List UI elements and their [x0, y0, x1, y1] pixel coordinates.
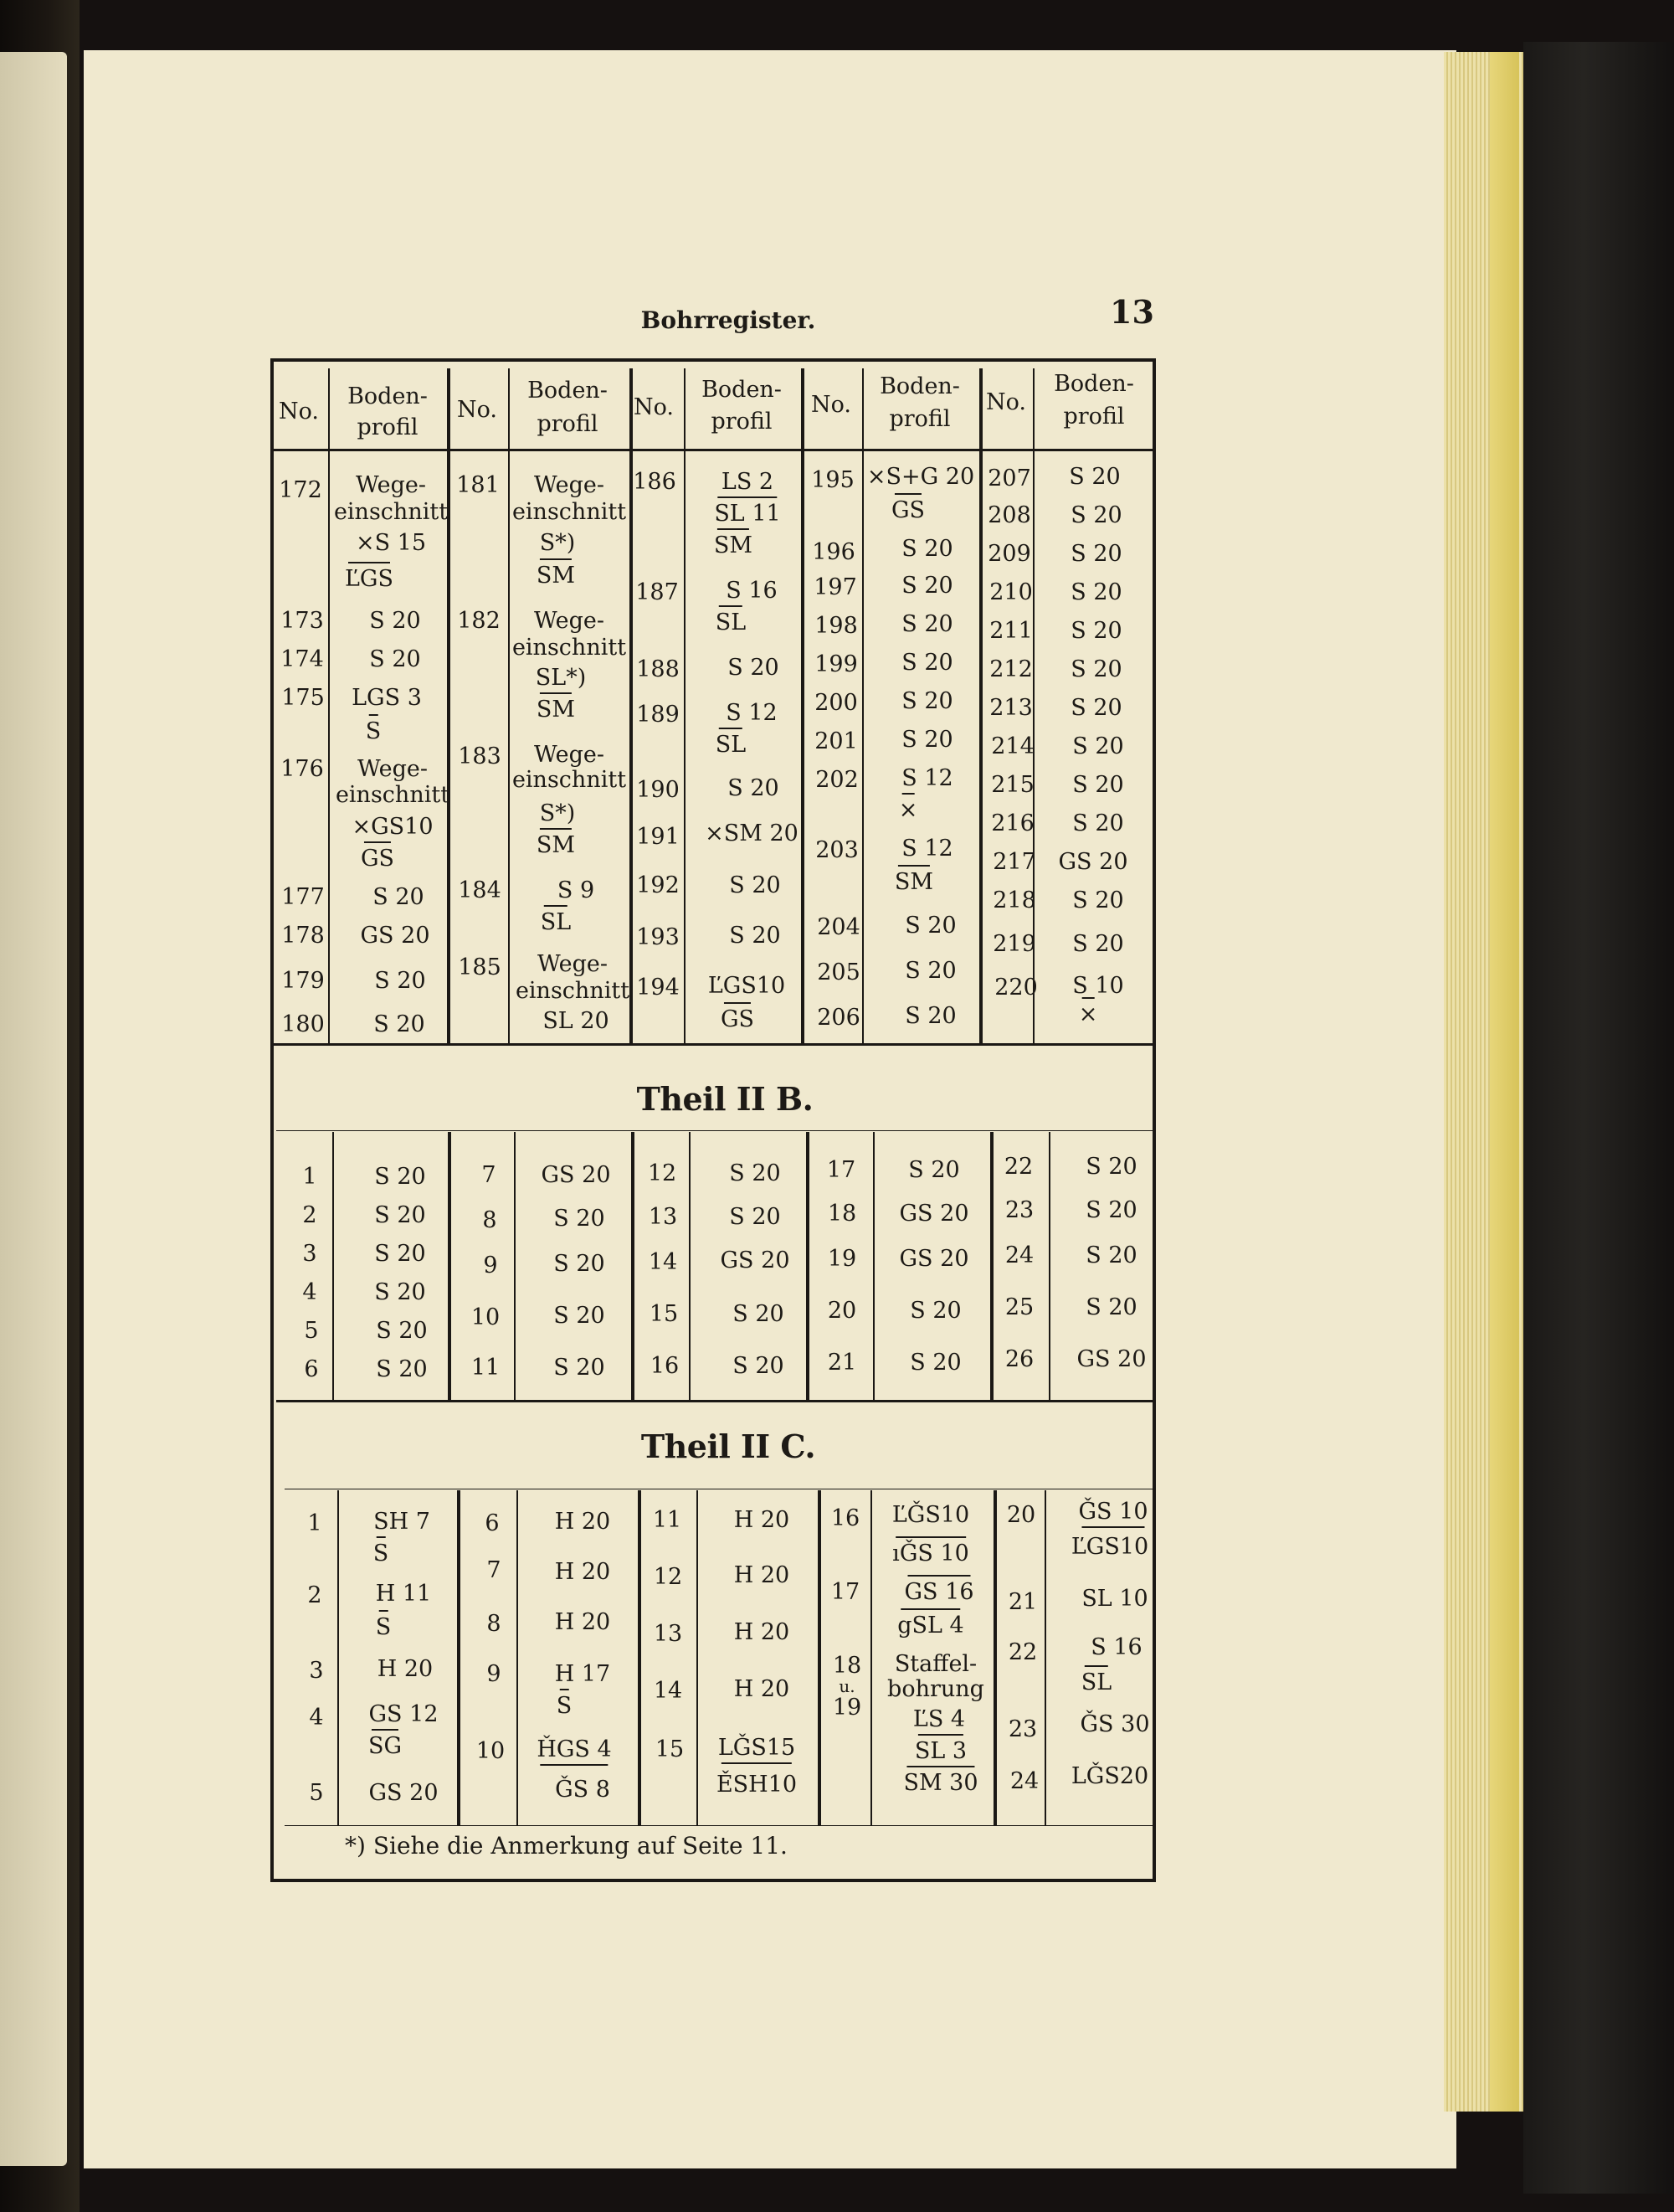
column-rule: [638, 1490, 641, 1825]
entry-profile: GS 20: [541, 1162, 611, 1188]
entry-no: 176: [280, 756, 324, 782]
entry-profile: S 20: [732, 1353, 784, 1379]
entry-profile: S 20: [1072, 810, 1124, 836]
entry-profile: ĽGS: [345, 566, 393, 592]
entry-no: 172: [279, 477, 322, 503]
entry-no: 205: [817, 959, 860, 985]
column-rule: [328, 368, 330, 1043]
entry-profile: ǦS 8: [555, 1777, 610, 1803]
entry-no: 207: [988, 466, 1031, 491]
entry-profile: SL: [715, 610, 747, 635]
entry-profile: S 20: [553, 1303, 605, 1329]
entry-no: 193: [636, 924, 680, 950]
entry-no: 178: [281, 923, 325, 949]
entry-profile: GS: [891, 497, 926, 523]
entry-no: 183: [458, 743, 501, 769]
entry-profile: Wege-: [537, 951, 608, 977]
entry-profile: SM: [536, 697, 576, 723]
entry-profile: S 20: [374, 1202, 426, 1228]
book-cover-right: [1523, 42, 1674, 2194]
entry-no: 216: [991, 810, 1035, 836]
entry-no: 209: [988, 541, 1031, 567]
entry-profile: S 20: [901, 611, 953, 637]
entry-profile: SL*): [535, 665, 587, 691]
column-rule: [1049, 1132, 1050, 1400]
header-rule: [270, 449, 1156, 451]
column-rule: [447, 368, 450, 1043]
entry-no: 15: [649, 1301, 679, 1327]
column-rule: [994, 1490, 997, 1825]
entry-profile: ×SM 20: [705, 820, 798, 846]
entry-no: 24: [1009, 1768, 1040, 1794]
column-header-bodenprofil: profil: [889, 406, 951, 432]
entry-profile: S 20: [373, 1011, 425, 1037]
entry-no: 206: [817, 1005, 860, 1031]
entry-profile: S 20: [376, 1356, 428, 1382]
entry-no: 9: [486, 1661, 501, 1687]
entry-no: 187: [635, 579, 679, 605]
entry-no: 4: [309, 1705, 324, 1731]
entry-profile: Wege-: [356, 472, 426, 498]
entry-profile: GS: [720, 1006, 755, 1032]
entry-profile: S 20: [729, 923, 781, 949]
column-rule: [516, 1490, 518, 1825]
entry-no: 177: [281, 884, 325, 910]
column-rule: [862, 368, 864, 1043]
entry-no: 22: [1004, 1154, 1034, 1180]
entry-profile: ×: [898, 797, 918, 823]
entry-no: 18: [832, 1653, 862, 1679]
entry-profile: LS 2: [721, 469, 774, 495]
entry-profile: S 20: [1071, 502, 1122, 528]
entry-profile: S 16: [1091, 1634, 1143, 1660]
entry-profile: GS 20: [1058, 849, 1128, 875]
column-rule: [696, 1490, 698, 1825]
entry-no: 11: [652, 1507, 682, 1533]
column-rule: [979, 368, 983, 1043]
entry-profile: S 20: [1071, 579, 1122, 605]
entry-profile: einschnitt: [511, 635, 627, 661]
column-rule: [1045, 1490, 1046, 1825]
entry-profile: S 10: [1072, 973, 1124, 999]
entry-no: 180: [281, 1011, 325, 1037]
column-header-bodenprofil: profil: [711, 409, 773, 435]
entry-no: 25: [1004, 1294, 1035, 1320]
entry-no: 12: [653, 1564, 683, 1590]
entry-no: 202: [815, 767, 859, 793]
entry-profile: S 20: [1086, 1197, 1137, 1223]
running-title: Bohrregister.: [640, 306, 816, 334]
entry-no: 214: [991, 733, 1035, 759]
section-rule: [276, 1130, 1153, 1131]
entry-no: 201: [814, 728, 858, 754]
entry-profile: S 20: [1086, 1294, 1137, 1320]
entry-no: 11: [470, 1355, 501, 1381]
entry-profile: LǦS20: [1071, 1763, 1149, 1789]
section-title-theil-ii-c: Theil II C.: [640, 1428, 816, 1465]
entry-profile: S 20: [905, 958, 957, 984]
entry-no: 8: [486, 1611, 501, 1637]
column-rule: [332, 1132, 334, 1400]
entry-no: u.: [839, 1676, 855, 1696]
entry-profile: S 20: [901, 727, 953, 753]
entry-no: 20: [827, 1298, 857, 1324]
entry-no: 4: [302, 1279, 317, 1305]
entry-no: 13: [648, 1204, 678, 1230]
entry-no: 219: [993, 931, 1036, 957]
entry-no: 200: [814, 690, 858, 716]
entry-no: 14: [653, 1678, 683, 1704]
entry-profile: SM: [894, 869, 934, 895]
entry-no: 218: [993, 887, 1036, 913]
entry-profile: S 20: [1086, 1154, 1137, 1180]
column-header-bodenprofil: profil: [357, 414, 418, 440]
entry-no: 10: [475, 1738, 506, 1764]
entry-profile: S*): [539, 800, 576, 826]
entry-no: 9: [483, 1253, 498, 1278]
entry-profile: S 20: [1072, 733, 1124, 759]
entry-profile: SM: [713, 532, 753, 558]
entry-profile: S 20: [1071, 541, 1122, 567]
entry-profile: S 20: [727, 655, 779, 681]
entry-profile: S 20: [553, 1251, 605, 1277]
entry-no: 22: [1008, 1639, 1038, 1665]
entry-profile: S*): [539, 530, 576, 556]
column-rule: [870, 1490, 872, 1825]
footnote-rule: [285, 1825, 1153, 1826]
entry-profile: Wege-: [534, 742, 604, 768]
entry-profile: S: [365, 718, 382, 744]
entry-profile: H 20: [733, 1619, 790, 1645]
entry-profile: SL: [1081, 1669, 1112, 1695]
entry-no: 12: [647, 1160, 677, 1186]
entry-profile: H 20: [554, 1559, 611, 1585]
entry-profile: ȞGS 4: [537, 1736, 612, 1762]
entry-profile: GS 12: [368, 1701, 439, 1727]
entry-profile: S 12: [726, 700, 778, 726]
entry-profile: ĚSH10: [716, 1772, 798, 1798]
entry-profile: ĽGS10: [1071, 1534, 1149, 1560]
entry-profile: S 20: [1072, 772, 1124, 798]
entry-profile: S 20: [901, 650, 953, 676]
entry-profile: S: [372, 1541, 389, 1566]
entry-no: 186: [633, 469, 676, 495]
entry-profile: SL: [715, 732, 747, 758]
entry-no: 175: [281, 685, 325, 711]
section-rule: [276, 1400, 1153, 1402]
entry-no: 6: [304, 1356, 319, 1382]
entry-profile: LGS 3: [352, 685, 422, 711]
entry-no: 191: [636, 824, 680, 850]
entry-profile: gSL 4: [897, 1613, 964, 1638]
entry-profile: GS 16: [904, 1579, 974, 1605]
entry-profile: S 20: [374, 1241, 426, 1267]
entry-no: 7: [481, 1162, 496, 1188]
column-rule: [631, 1132, 634, 1400]
column-header-bodenprofil: Boden-: [701, 377, 782, 403]
entry-no: 10: [470, 1304, 501, 1330]
entry-no: 197: [814, 574, 857, 600]
entry-profile: S 12: [901, 765, 953, 791]
entry-profile: H 20: [733, 1507, 790, 1533]
entry-profile: ǦS 30: [1080, 1711, 1150, 1737]
entry-profile: S 16: [726, 578, 778, 604]
entry-no: 5: [309, 1780, 324, 1806]
entry-profile: ×S+G 20: [866, 464, 975, 490]
entry-profile: SH 7: [373, 1509, 430, 1535]
column-rule: [818, 1490, 821, 1825]
entry-no: 210: [989, 579, 1033, 605]
entry-profile: einschnitt: [511, 499, 627, 525]
entry-no: 213: [989, 695, 1033, 721]
entry-profile: Wege-: [534, 608, 604, 634]
entry-no: 2: [307, 1582, 322, 1608]
entry-profile: S 20: [729, 1204, 781, 1230]
entry-no: 3: [302, 1241, 317, 1267]
entry-profile: ǦS 10: [1078, 1499, 1148, 1525]
entry-profile: S 20: [1072, 887, 1124, 913]
footnote: *) Siehe die Anmerkung auf Seite 11.: [345, 1832, 788, 1860]
entry-profile: SL 20: [542, 1008, 609, 1034]
entry-profile: S 20: [374, 1279, 426, 1305]
entry-profile: LǦS15: [717, 1735, 796, 1761]
entry-no: 24: [1004, 1242, 1035, 1268]
entry-no: 16: [830, 1505, 860, 1531]
column-rule: [689, 1132, 691, 1400]
entry-profile: S 20: [374, 1164, 426, 1190]
entry-profile: ×S 15: [355, 530, 427, 556]
entry-profile: H 20: [554, 1609, 611, 1635]
entry-profile: H 20: [733, 1562, 790, 1588]
column-rule: [514, 1132, 516, 1400]
entry-no: 208: [988, 502, 1031, 528]
entry-no: 203: [815, 837, 859, 863]
entry-profile: einschnitt: [511, 767, 627, 793]
entry-profile: SM: [536, 563, 576, 589]
entry-profile: S 20: [553, 1355, 605, 1381]
entry-no: 212: [989, 656, 1033, 682]
entry-no: 14: [648, 1249, 678, 1275]
entry-no: 211: [989, 618, 1033, 644]
entry-profile: S 20: [729, 872, 781, 898]
entry-profile: S: [556, 1693, 573, 1719]
entry-profile: S 20: [908, 1157, 960, 1183]
entry-profile: H 20: [554, 1509, 611, 1535]
entry-no: 3: [309, 1658, 324, 1684]
entry-no: 1: [307, 1510, 322, 1536]
column-header-no: No.: [811, 392, 851, 418]
entry-profile: S 9: [557, 877, 595, 903]
entry-no: 8: [482, 1207, 497, 1233]
entry-no: 189: [636, 702, 680, 728]
column-header-no: No.: [279, 399, 319, 424]
entry-no: 17: [830, 1579, 860, 1605]
column-rule: [448, 1132, 451, 1400]
entry-profile: S 20: [1069, 464, 1121, 490]
entry-no: 2: [302, 1202, 317, 1228]
entry-profile: ĽǦS10: [891, 1502, 970, 1528]
entry-profile: einschnitt: [333, 499, 449, 525]
column-rule: [990, 1132, 994, 1400]
entry-no: 188: [636, 656, 680, 682]
entry-profile: S 20: [1071, 695, 1122, 721]
entry-no: 184: [458, 877, 501, 903]
entry-profile: H 11: [375, 1581, 432, 1607]
column-header-bodenprofil: Boden-: [1054, 371, 1134, 397]
entry-profile: H 20: [377, 1656, 434, 1682]
entry-profile: ×GS10: [352, 814, 434, 840]
entry-no: 21: [827, 1350, 857, 1376]
entry-profile: S 20: [727, 775, 779, 801]
entry-profile: S 20: [1086, 1242, 1137, 1268]
column-header-no: No.: [457, 397, 497, 423]
column-rule: [337, 1490, 339, 1825]
entry-profile: SL 3: [914, 1738, 968, 1764]
entry-profile: SL 11: [714, 501, 781, 527]
column-header-bodenprofil: Boden-: [880, 373, 960, 399]
entry-no: 1: [302, 1164, 317, 1190]
entry-profile: GS 20: [899, 1246, 969, 1272]
entry-profile: S 20: [910, 1298, 962, 1324]
entry-profile: GS: [360, 846, 395, 872]
entry-no: 20: [1006, 1502, 1036, 1528]
entry-no: 19: [832, 1695, 862, 1721]
entry-no: 215: [991, 772, 1035, 798]
entry-profile: S: [375, 1614, 392, 1640]
entry-no: 173: [280, 608, 324, 634]
entry-profile: S 20: [369, 608, 421, 634]
entry-profile: GS 20: [360, 923, 430, 949]
column-header-no: No.: [634, 394, 674, 420]
entry-profile: GS 20: [899, 1201, 969, 1227]
entry-no: 181: [456, 472, 500, 498]
entry-no: 174: [280, 646, 324, 672]
column-header-bodenprofil: profil: [537, 411, 598, 437]
entry-profile: ĽGS10: [707, 973, 786, 999]
entry-profile: einschnitt: [335, 782, 450, 808]
entry-no: 220: [994, 975, 1038, 1001]
section-title-theil-ii-b: Theil II B.: [636, 1080, 814, 1118]
entry-profile: S 12: [901, 836, 953, 862]
entry-no: 217: [993, 849, 1036, 875]
entry-profile: S 20: [910, 1350, 962, 1376]
entry-profile: ×: [1078, 1001, 1098, 1027]
column-header-bodenprofil: profil: [1063, 404, 1125, 430]
entry-no: 19: [827, 1246, 857, 1272]
entry-profile: bohrung: [887, 1676, 984, 1702]
entry-no: 7: [486, 1557, 501, 1583]
entry-profile: H 20: [733, 1676, 790, 1702]
entry-profile: S 20: [369, 646, 421, 672]
entry-profile: Wege-: [534, 472, 604, 498]
entry-profile: S 20: [901, 573, 953, 599]
left-page-edge: [0, 52, 67, 2166]
entry-profile: GS 20: [1076, 1346, 1147, 1372]
entry-profile: S 20: [1071, 618, 1122, 644]
column-rule: [806, 1132, 809, 1400]
column-rule: [457, 1490, 460, 1825]
entry-profile: S 20: [905, 913, 957, 939]
page-number: 13: [1110, 293, 1154, 331]
entry-profile: SL 10: [1081, 1586, 1148, 1612]
entry-profile: S 20: [1071, 656, 1122, 682]
entry-no: 26: [1004, 1346, 1035, 1372]
entry-no: 195: [811, 467, 855, 493]
entry-no: 190: [636, 777, 680, 803]
entry-profile: ĽS 4: [912, 1706, 966, 1732]
column-header-bodenprofil: Boden-: [527, 378, 608, 404]
entry-profile: SM 30: [903, 1770, 978, 1796]
entry-profile: S 20: [732, 1301, 784, 1327]
entry-profile: S 20: [553, 1206, 605, 1232]
section-rule: [270, 1043, 1156, 1046]
entry-no: 23: [1004, 1197, 1035, 1223]
entry-no: 204: [817, 914, 860, 940]
entry-profile: Wege-: [357, 756, 428, 782]
entry-no: 13: [653, 1621, 683, 1647]
entry-profile: GS 20: [368, 1780, 439, 1806]
entry-profile: S 20: [372, 884, 424, 910]
entry-no: 23: [1008, 1716, 1038, 1742]
entry-profile: H 17: [554, 1661, 611, 1687]
entry-profile: S 20: [901, 536, 953, 562]
entry-profile: SG: [367, 1733, 403, 1759]
entry-profile: S 20: [376, 1318, 428, 1344]
entry-no: 5: [304, 1318, 319, 1344]
column-header-no: No.: [986, 389, 1026, 415]
entry-profile: S 20: [901, 688, 953, 714]
entry-profile: ıǦS 10: [892, 1541, 969, 1566]
entry-profile: S 20: [374, 968, 426, 994]
gilt-page-edge: [1490, 52, 1519, 2112]
entry-no: 198: [814, 613, 858, 639]
entry-profile: S 20: [729, 1160, 781, 1186]
entry-no: 196: [812, 539, 855, 565]
entry-profile: S 20: [905, 1003, 957, 1029]
entry-profile: SM: [536, 832, 576, 858]
entry-no: 18: [827, 1201, 857, 1227]
entry-no: 179: [281, 968, 325, 994]
column-header-bodenprofil: Boden-: [347, 383, 428, 409]
entry-profile: GS 20: [720, 1247, 790, 1273]
entry-profile: Staffel-: [894, 1651, 978, 1677]
column-rule: [508, 368, 510, 1043]
entry-no: 194: [636, 975, 680, 1001]
column-rule: [801, 368, 804, 1043]
entry-no: 6: [485, 1510, 500, 1536]
entry-no: 199: [814, 651, 858, 677]
column-rule: [873, 1132, 875, 1400]
entry-no: 15: [655, 1736, 685, 1762]
entry-no: 17: [826, 1157, 856, 1183]
entry-no: 185: [458, 954, 501, 980]
entry-profile: SL: [540, 909, 572, 935]
entry-profile: einschnitt: [515, 978, 630, 1004]
entry-profile: S 20: [1072, 931, 1124, 957]
entry-no: 192: [636, 872, 680, 898]
entry-no: 182: [457, 608, 501, 634]
entry-no: 21: [1008, 1589, 1038, 1615]
entry-no: 16: [650, 1353, 680, 1379]
column-rule: [684, 368, 686, 1043]
